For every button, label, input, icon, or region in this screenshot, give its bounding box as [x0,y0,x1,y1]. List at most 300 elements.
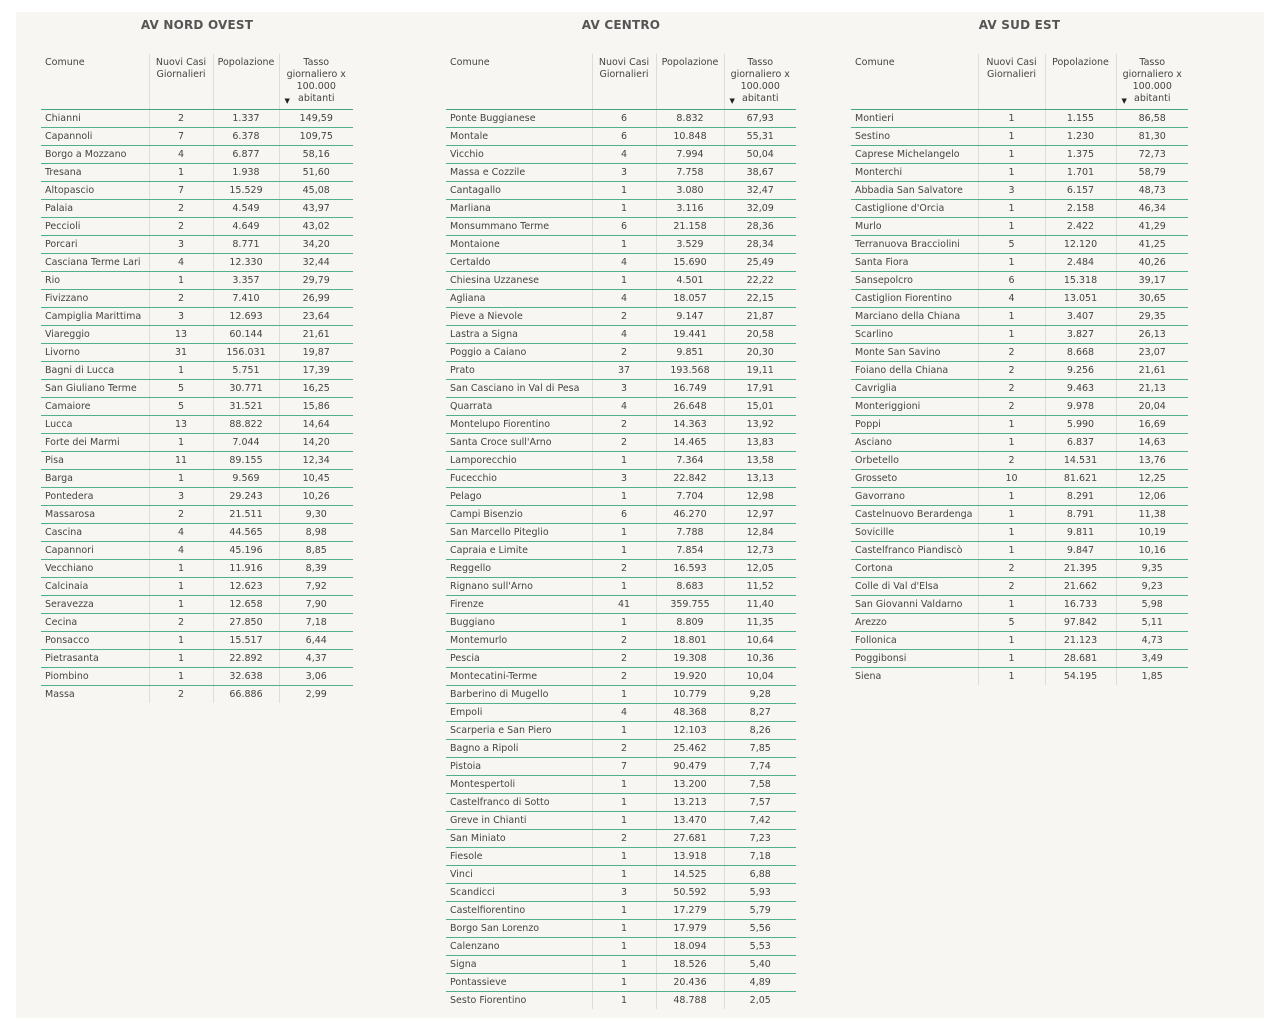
cell-comune: Sansepolcro [851,271,978,289]
table-row [446,919,796,937]
cell-comune: Chianni [41,109,149,127]
cell-popolazione: 18.094 [656,937,724,955]
cell-comune: Santa Fiora [851,253,978,271]
cell-nuovi-casi: 1 [978,649,1045,667]
cell-popolazione: 16.749 [656,379,724,397]
cell-comune: Greve in Chianti [446,811,592,829]
cell-nuovi-casi: 41 [592,595,656,613]
table-header-row [851,54,1188,109]
table-row [41,181,353,199]
cell-tasso: 32,44 [279,253,353,271]
cell-nuovi-casi: 4 [592,289,656,307]
cell-nuovi-casi: 10 [978,469,1045,487]
cell-nuovi-casi: 1 [149,469,213,487]
cell-comune: Colle di Val d'Elsa [851,577,978,595]
cell-comune: Castiglion Fiorentino [851,289,978,307]
cell-nuovi-casi: 2 [978,361,1045,379]
cell-popolazione: 21.662 [1045,577,1116,595]
cell-nuovi-casi: 31 [149,343,213,361]
cell-tasso: 7,74 [724,757,796,775]
cell-popolazione: 8.668 [1045,343,1116,361]
cell-nuovi-casi: 1 [592,847,656,865]
table-row [446,379,796,397]
table-row [851,253,1188,271]
cell-nuovi-casi: 7 [149,127,213,145]
table-row [446,415,796,433]
sort-down-icon[interactable]: ▼ [1121,96,1127,105]
cell-tasso: 12,97 [724,505,796,523]
cell-comune: Cascina [41,523,149,541]
table-row [851,505,1188,523]
table-row [446,109,796,127]
cell-nuovi-casi: 2 [978,451,1045,469]
cell-tasso: 12,73 [724,541,796,559]
cell-nuovi-casi: 3 [978,181,1045,199]
cell-nuovi-casi: 6 [978,271,1045,289]
cell-nuovi-casi: 1 [978,505,1045,523]
table-row [41,109,353,127]
table-row [851,379,1188,397]
cell-nuovi-casi: 2 [149,685,213,703]
cell-tasso: 20,04 [1116,397,1188,415]
cell-tasso: 14,20 [279,433,353,451]
cell-comune: Calenzano [446,937,592,955]
table-row [41,613,353,631]
cell-tasso: 21,87 [724,307,796,325]
cell-comune: Capannoli [41,127,149,145]
cell-nuovi-casi: 1 [149,559,213,577]
table-row [446,541,796,559]
cell-popolazione: 44.565 [213,523,279,541]
table-row [446,937,796,955]
cell-tasso: 30,65 [1116,289,1188,307]
cell-popolazione: 25.462 [656,739,724,757]
cell-nuovi-casi: 2 [978,343,1045,361]
cell-comune: San Casciano in Val di Pesa [446,379,592,397]
table-row [851,271,1188,289]
table-row [41,595,353,613]
cell-tasso: 2,05 [724,991,796,1009]
cell-tasso: 109,75 [279,127,353,145]
cell-popolazione: 27.681 [656,829,724,847]
cell-popolazione: 48.788 [656,991,724,1009]
cell-popolazione: 9.147 [656,307,724,325]
sort-down-icon[interactable]: ▼ [284,96,290,105]
cell-popolazione: 9.847 [1045,541,1116,559]
cell-nuovi-casi: 1 [592,181,656,199]
cell-popolazione: 9.569 [213,469,279,487]
table-row [41,433,353,451]
table-row [446,955,796,973]
table-row [41,307,353,325]
cell-nuovi-casi: 3 [149,487,213,505]
table-row [41,379,353,397]
table-row [851,325,1188,343]
cell-popolazione: 29.243 [213,487,279,505]
cell-nuovi-casi: 1 [592,991,656,1009]
cell-tasso: 72,73 [1116,145,1188,163]
cell-popolazione: 22.842 [656,469,724,487]
cell-popolazione: 1.155 [1045,109,1116,127]
cell-popolazione: 18.801 [656,631,724,649]
cell-popolazione: 5.751 [213,361,279,379]
cell-nuovi-casi: 4 [149,523,213,541]
cell-comune: Porcari [41,235,149,253]
cell-popolazione: 7.854 [656,541,724,559]
cell-nuovi-casi: 2 [149,289,213,307]
cell-popolazione: 8.683 [656,577,724,595]
cell-comune: Monterchi [851,163,978,181]
cell-nuovi-casi: 1 [978,667,1045,685]
cell-popolazione: 14.363 [656,415,724,433]
cell-tasso: 67,93 [724,109,796,127]
table-row [41,145,353,163]
cell-tasso: 9,28 [724,685,796,703]
cell-popolazione: 7.704 [656,487,724,505]
cell-tasso: 10,19 [1116,523,1188,541]
cell-tasso: 50,04 [724,145,796,163]
table-row [851,235,1188,253]
cell-popolazione: 81.621 [1045,469,1116,487]
table-row [446,271,796,289]
cell-nuovi-casi: 4 [592,397,656,415]
cell-tasso: 55,31 [724,127,796,145]
cell-nuovi-casi: 2 [149,217,213,235]
cell-popolazione: 21.395 [1045,559,1116,577]
cell-comune: Viareggio [41,325,149,343]
cell-nuovi-casi: 2 [592,343,656,361]
cell-nuovi-casi: 3 [149,235,213,253]
cell-comune: Massa e Cozzile [446,163,592,181]
cell-tasso: 7,18 [724,847,796,865]
table-row [446,145,796,163]
cell-popolazione: 17.979 [656,919,724,937]
cell-comune: Cortona [851,559,978,577]
cell-popolazione: 13.213 [656,793,724,811]
cell-tasso: 20,30 [724,343,796,361]
table-row [851,415,1188,433]
cell-comune: Monte San Savino [851,343,978,361]
cell-popolazione: 12.120 [1045,235,1116,253]
cell-popolazione: 9.978 [1045,397,1116,415]
cell-tasso: 12,34 [279,451,353,469]
cell-comune: Reggello [446,559,592,577]
table-row [446,163,796,181]
cell-tasso: 5,98 [1116,595,1188,613]
cell-popolazione: 4.649 [213,217,279,235]
cell-popolazione: 7.758 [656,163,724,181]
cell-nuovi-casi: 2 [149,613,213,631]
section-title: AV CENTRO [581,18,661,32]
table-row [41,289,353,307]
cell-nuovi-casi: 3 [149,307,213,325]
cell-nuovi-casi: 2 [978,397,1045,415]
table-row [446,523,796,541]
header-tasso[interactable] [279,54,353,109]
cell-nuovi-casi: 1 [592,793,656,811]
cell-tasso: 12,84 [724,523,796,541]
cell-comune: Seravezza [41,595,149,613]
header-nuovi-casi [592,54,656,109]
cell-popolazione: 3.407 [1045,307,1116,325]
cell-nuovi-casi: 1 [978,253,1045,271]
cell-comune: Forte dei Marmi [41,433,149,451]
cell-nuovi-casi: 2 [978,577,1045,595]
cell-comune: Pontedera [41,487,149,505]
cell-nuovi-casi: 1 [978,199,1045,217]
cell-tasso: 19,11 [724,361,796,379]
cell-nuovi-casi: 4 [149,145,213,163]
cell-comune: Santa Croce sull'Arno [446,433,592,451]
table-row [446,217,796,235]
cell-nuovi-casi: 2 [149,199,213,217]
cell-popolazione: 21.123 [1045,631,1116,649]
header-label: Nuovi Casi Giornalieri [155,57,207,80]
cell-tasso: 23,07 [1116,343,1188,361]
cell-comune: Castiglione d'Orcia [851,199,978,217]
cell-comune: Castelnuovo Berardenga [851,505,978,523]
cell-comune: Firenze [446,595,592,613]
table-row [41,523,353,541]
table-row [446,559,796,577]
table-row [41,199,353,217]
cell-popolazione: 16.593 [656,559,724,577]
cell-popolazione: 6.837 [1045,433,1116,451]
cell-popolazione: 2.484 [1045,253,1116,271]
table-row [446,739,796,757]
cell-nuovi-casi: 4 [149,253,213,271]
table-row [41,361,353,379]
cell-tasso: 8,39 [279,559,353,577]
cell-nuovi-casi: 6 [592,217,656,235]
cell-comune: Peccioli [41,217,149,235]
cell-popolazione: 15.690 [656,253,724,271]
table-header-row [41,54,353,109]
cell-popolazione: 11.916 [213,559,279,577]
cell-nuovi-casi: 1 [592,937,656,955]
table-row [851,163,1188,181]
cell-tasso: 12,06 [1116,487,1188,505]
cell-nuovi-casi: 1 [978,163,1045,181]
table-row [41,235,353,253]
cell-tasso: 19,87 [279,343,353,361]
table-row [851,109,1188,127]
cell-comune: Rio [41,271,149,289]
cell-popolazione: 15.529 [213,181,279,199]
cell-comune: Borgo a Mozzano [41,145,149,163]
cell-comune: Montecatini-Terme [446,667,592,685]
cell-popolazione: 17.279 [656,901,724,919]
table-row [446,253,796,271]
cell-tasso: 13,13 [724,469,796,487]
table-row [851,127,1188,145]
cell-comune: Pescia [446,649,592,667]
cell-nuovi-casi: 1 [592,973,656,991]
cell-nuovi-casi: 13 [149,415,213,433]
table-row [41,487,353,505]
cell-comune: Empoli [446,703,592,721]
cell-popolazione: 6.877 [213,145,279,163]
cell-nuovi-casi: 1 [592,523,656,541]
table-row [446,469,796,487]
cell-popolazione: 1.701 [1045,163,1116,181]
cell-tasso: 41,29 [1116,217,1188,235]
header-label: Popolazione [661,57,719,68]
table-row [446,703,796,721]
cell-comune: Campiglia Marittima [41,307,149,325]
cell-tasso: 51,60 [279,163,353,181]
header-label: Tasso giornaliero x 100.000 abitanti [286,57,346,104]
table-row [41,127,353,145]
cell-nuovi-casi: 2 [592,649,656,667]
cell-popolazione: 7.364 [656,451,724,469]
header-tasso[interactable] [1116,54,1188,109]
table-row [446,721,796,739]
cell-comune: Montelupo Fiorentino [446,415,592,433]
cell-comune: Barga [41,469,149,487]
table-row [446,829,796,847]
header-popolazione [213,54,279,109]
cell-comune: Castelfiorentino [446,901,592,919]
cell-nuovi-casi: 1 [592,775,656,793]
cell-tasso: 22,15 [724,289,796,307]
cell-tasso: 5,79 [724,901,796,919]
cell-nuovi-casi: 3 [592,883,656,901]
table-row [446,901,796,919]
cell-nuovi-casi: 2 [592,415,656,433]
cell-tasso: 9,30 [279,505,353,523]
cell-tasso: 43,02 [279,217,353,235]
cell-comune: Scandicci [446,883,592,901]
cell-tasso: 6,88 [724,865,796,883]
cell-comune: Poggibonsi [851,649,978,667]
cell-comune: Pontassieve [446,973,592,991]
cell-comune: Prato [446,361,592,379]
cell-nuovi-casi: 11 [149,451,213,469]
table-row [41,541,353,559]
table-row [446,811,796,829]
cell-comune: Borgo San Lorenzo [446,919,592,937]
cell-nuovi-casi: 6 [592,109,656,127]
cell-nuovi-casi: 1 [592,865,656,883]
section-title: AV SUD EST [978,18,1061,32]
cell-popolazione: 15.318 [1045,271,1116,289]
table-row [41,631,353,649]
cell-popolazione: 14.525 [656,865,724,883]
cell-popolazione: 12.693 [213,307,279,325]
cell-popolazione: 19.308 [656,649,724,667]
table-row [851,145,1188,163]
table-row [446,181,796,199]
cell-popolazione: 54.195 [1045,667,1116,685]
table-row [446,577,796,595]
cell-tasso: 9,23 [1116,577,1188,595]
cell-comune: Agliana [446,289,592,307]
header-tasso[interactable] [724,54,796,109]
header-label: Nuovi Casi Giornalieri [598,57,650,80]
cell-nuovi-casi: 3 [592,379,656,397]
cell-nuovi-casi: 5 [978,613,1045,631]
table-row [446,865,796,883]
cell-nuovi-casi: 1 [149,577,213,595]
cell-comune: Calcinaia [41,577,149,595]
cell-tasso: 8,26 [724,721,796,739]
table-row [851,181,1188,199]
cell-popolazione: 13.200 [656,775,724,793]
cell-popolazione: 7.410 [213,289,279,307]
cell-popolazione: 45.196 [213,541,279,559]
cell-comune: Vinci [446,865,592,883]
table-row [41,415,353,433]
header-label: Nuovi Casi Giornalieri [986,57,1037,80]
cell-popolazione: 32.638 [213,667,279,685]
cell-nuovi-casi: 4 [978,289,1045,307]
cell-popolazione: 9.256 [1045,361,1116,379]
cell-comune: Pistoia [446,757,592,775]
sort-down-icon[interactable]: ▼ [729,96,735,105]
table-row [446,343,796,361]
cell-popolazione: 10.779 [656,685,724,703]
table-row [851,649,1188,667]
cell-popolazione: 60.144 [213,325,279,343]
cell-nuovi-casi: 37 [592,361,656,379]
cell-popolazione: 3.116 [656,199,724,217]
cell-tasso: 3,06 [279,667,353,685]
cell-nuovi-casi: 1 [592,685,656,703]
cell-tasso: 11,35 [724,613,796,631]
cell-nuovi-casi: 1 [592,487,656,505]
cell-nuovi-casi: 1 [978,631,1045,649]
section-title: AV NORD OVEST [140,18,254,32]
cell-tasso: 13,58 [724,451,796,469]
table-row [446,397,796,415]
cell-nuovi-casi: 1 [592,577,656,595]
table-row [446,667,796,685]
table-row [851,541,1188,559]
table-row [41,505,353,523]
header-label: Tasso giornaliero x 100.000 abitanti [730,57,790,104]
cell-tasso: 16,69 [1116,415,1188,433]
table-row [446,307,796,325]
cell-comune: Montieri [851,109,978,127]
table-row [851,559,1188,577]
table-row [41,649,353,667]
cell-popolazione: 12.103 [656,721,724,739]
report-panel [16,12,1264,1018]
cell-tasso: 25,49 [724,253,796,271]
cell-tasso: 21,13 [1116,379,1188,397]
cell-comune: Pelago [446,487,592,505]
cell-tasso: 26,99 [279,289,353,307]
cell-tasso: 20,58 [724,325,796,343]
cell-comune: Fucecchio [446,469,592,487]
cell-tasso: 21,61 [1116,361,1188,379]
table-row [446,757,796,775]
cell-nuovi-casi: 1 [149,649,213,667]
cell-popolazione: 3.529 [656,235,724,253]
cell-popolazione: 3.357 [213,271,279,289]
table-row [446,775,796,793]
cell-comune: Campi Bisenzio [446,505,592,523]
cases-table [446,54,796,1009]
cell-comune: Fiesole [446,847,592,865]
cell-comune: Montespertoli [446,775,592,793]
table-row [851,397,1188,415]
cell-comune: Marliana [446,199,592,217]
table-row [851,343,1188,361]
header-comune [446,54,592,109]
cell-popolazione: 18.526 [656,955,724,973]
